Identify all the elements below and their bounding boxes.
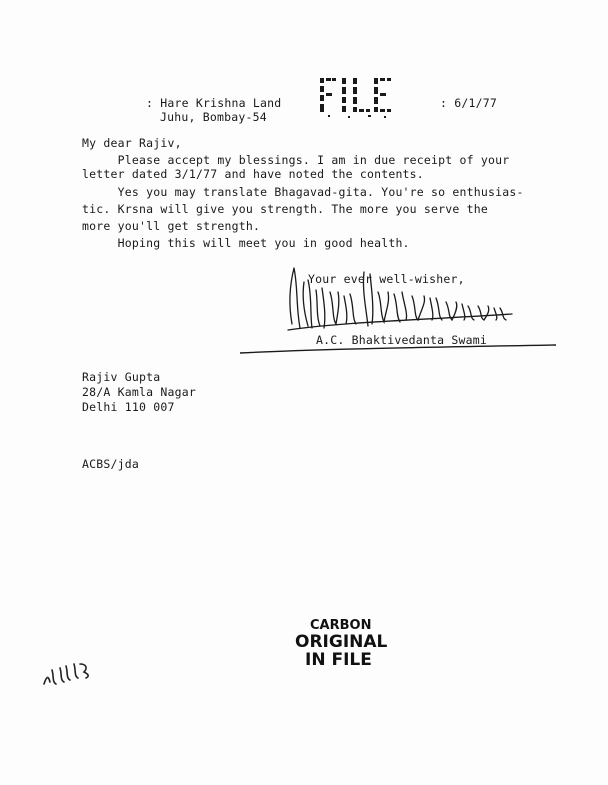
salutation: My dear Rajiv, — [82, 136, 182, 150]
sender-address-line-2: Juhu, Bombay-54 — [160, 110, 267, 124]
typist-initials: ACBS/jda — [82, 457, 139, 471]
signature-line — [238, 343, 558, 357]
letter-date: : 6/1/77 — [440, 96, 497, 110]
closing: Your ever well-wisher, — [308, 272, 465, 286]
body-line: tic. Krsna will give you strength. The more you serve the — [82, 202, 489, 216]
body-line: Yes you may translate Bhagavad-gita. You're so enthusias- — [82, 185, 524, 199]
carbon-stamp-line-1: CARBON — [310, 618, 372, 633]
body-line: letter dated 3/1/77 and have noted the contents. — [82, 167, 424, 181]
recipient-street: 28/A Kamla Nagar — [82, 385, 196, 399]
file-stamp — [318, 76, 396, 120]
signature-name: A.C. Bhaktivedanta Swami — [316, 333, 487, 347]
body-line: more you'll get strength. — [82, 219, 261, 233]
recipient-city: Delhi 110 007 — [82, 400, 175, 414]
body-line: Hoping this will meet you in good health. — [82, 236, 410, 250]
carbon-stamp-line-3: IN FILE — [305, 650, 372, 670]
carbon-stamp-line-2: ORIGINAL — [295, 632, 388, 652]
sender-address-line-1: : Hare Krishna Land — [146, 96, 282, 110]
recipient-name: Rajiv Gupta — [82, 370, 161, 384]
margin-mark — [40, 658, 98, 690]
body-line: Please accept my blessings. I am in due receipt of your — [82, 153, 510, 167]
handwritten-signature — [282, 262, 522, 340]
